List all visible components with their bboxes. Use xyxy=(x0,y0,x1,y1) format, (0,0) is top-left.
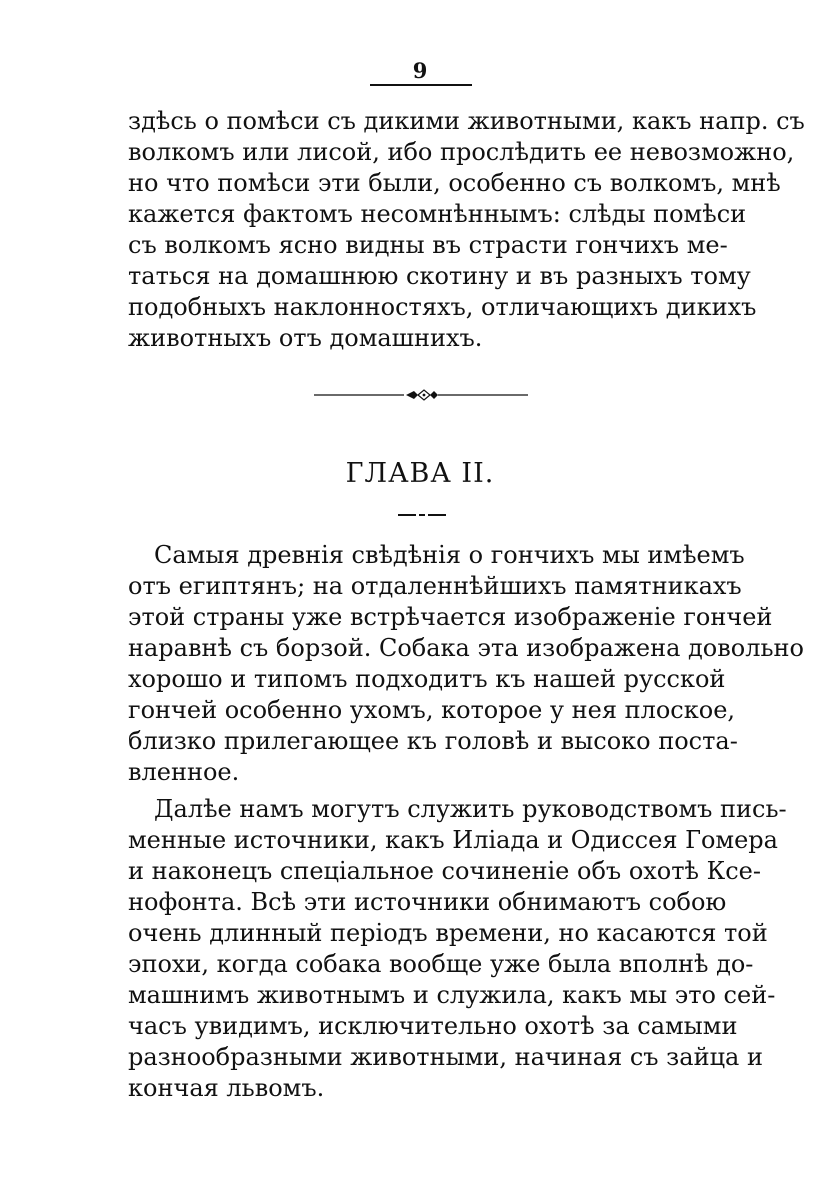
paragraph-egyptians xyxy=(128,540,804,788)
text-line: Далѣе намъ могутъ служить руководствомъ пись- xyxy=(154,795,787,823)
chapter-title: ГЛАВА II. xyxy=(345,458,495,489)
text-line: часъ увидимъ, исключительно охотѣ за самыми xyxy=(128,1012,738,1040)
text-line: отъ египтянъ; на отдаленнѣйшихъ памятникахъ xyxy=(128,572,742,600)
text-line: Самыя древнія свѣдѣнія о гончихъ мы имѣемъ xyxy=(154,541,745,569)
text-line: животныхъ отъ домашнихъ. xyxy=(128,324,483,352)
text-line: здѣсь о помѣси съ дикими животными, какъ напр. съ xyxy=(128,107,805,135)
text-line: эпохи, когда собака вообще уже была вполнѣ до- xyxy=(128,950,754,978)
text-line: гончей особенно ухомъ, которое у нея плоское, xyxy=(128,696,736,724)
text-line: наравнѣ съ борзой. Собака эта изображена довольно xyxy=(128,634,804,662)
text-line: съ волкомъ ясно видны въ страсти гончихъ ме- xyxy=(128,231,728,259)
text-line: этой страны уже встрѣчается изображеніе гончей xyxy=(128,603,773,631)
paragraph-written-sources xyxy=(128,794,787,1104)
text-line: и наконецъ спеціальное сочиненіе объ охотѣ Ксе- xyxy=(128,857,761,885)
text-line: машнимъ животнымъ и служила, какъ мы это сей- xyxy=(128,981,776,1009)
text-line: близко прилегающее къ головѣ и высоко поста- xyxy=(128,727,738,755)
text-line: разнообразными животными, начиная съ зайца и xyxy=(128,1043,763,1071)
page-number: 9 xyxy=(412,58,428,83)
text-line: кажется фактомъ несомнѣннымъ: слѣды помѣси xyxy=(128,200,747,228)
text-line: вленное. xyxy=(128,758,240,786)
text-line: нофонта. Всѣ эти источники обнимаютъ собою xyxy=(128,888,727,916)
text-line: волкомъ или лисой, ибо прослѣдить ее невозможно, xyxy=(128,138,795,166)
section-divider-ornament xyxy=(314,389,528,401)
continued-paragraph xyxy=(128,106,805,354)
page-number-rule xyxy=(370,84,472,86)
text-line: хорошо и типомъ подходитъ къ нашей русской xyxy=(128,665,726,693)
text-line: менные источники, какъ Иліада и Одиссея Гомера xyxy=(128,826,778,854)
text-line: кончая львомъ. xyxy=(128,1074,325,1102)
text-line: но что помѣси эти были, особенно съ волкомъ, мнѣ xyxy=(128,169,781,197)
text-line: подобныхъ наклонностяхъ, отличающихъ дикихъ xyxy=(128,293,757,321)
text-line: таться на домашнюю скотину и въ разныхъ тому xyxy=(128,262,751,290)
text-line: очень длинный періодъ времени, но касаются той xyxy=(128,919,768,947)
chapter-rule xyxy=(398,514,446,516)
